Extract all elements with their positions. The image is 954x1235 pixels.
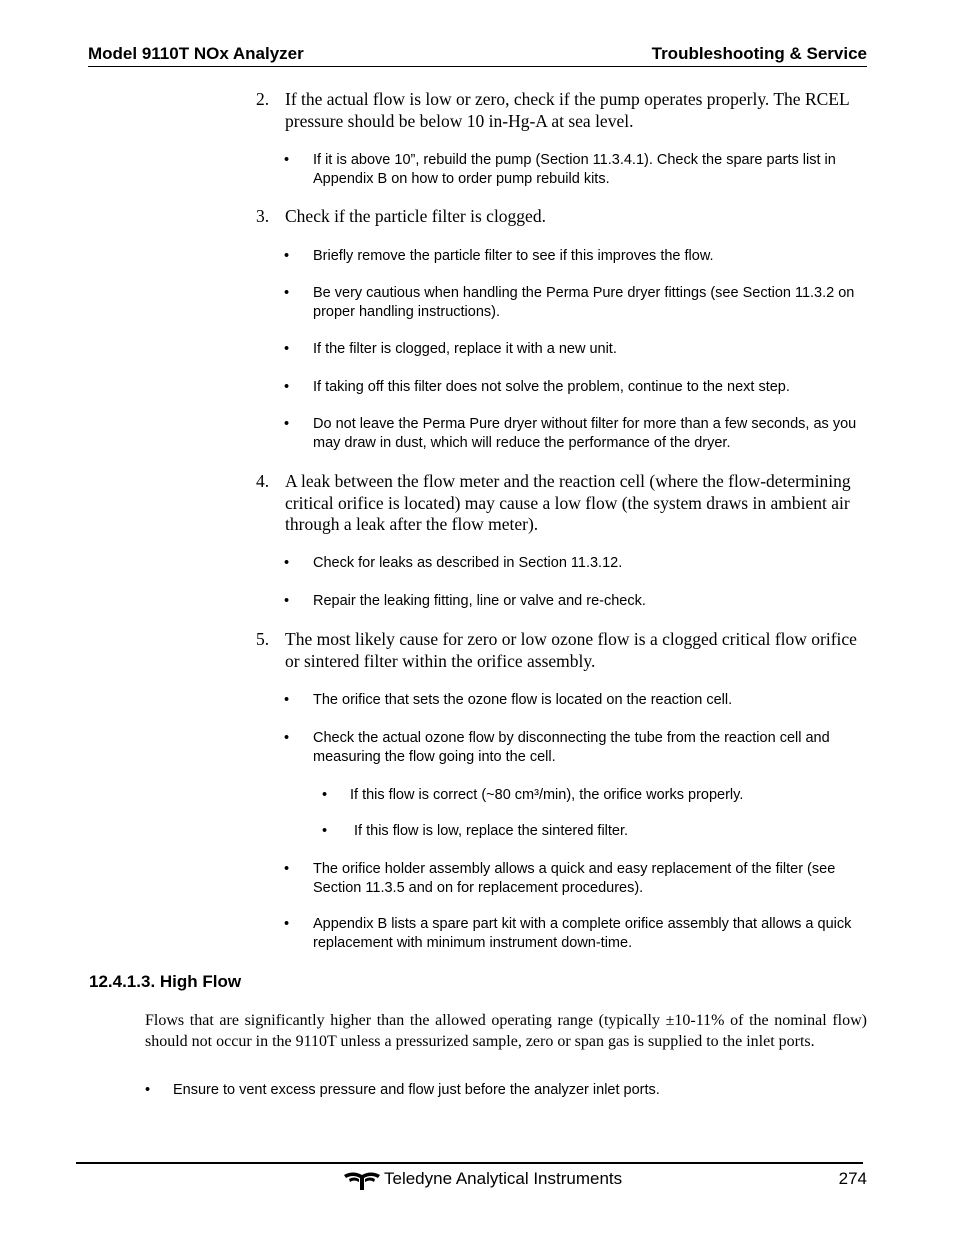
sub-bullet-text: If this flow is correct (~80 cm³/min), the orifice works properly. <box>350 787 744 803</box>
bullet-glyph: • <box>145 1082 151 1098</box>
sub-bullet-glyph: • <box>322 787 328 803</box>
bullet-text: The orifice that sets the ozone flow is located on the reaction cell. <box>313 692 733 708</box>
sub-bullet-text: If this flow is low, replace the sintered filter. <box>350 823 629 839</box>
header-model-title: Model 9110T NOx Analyzer <box>88 44 304 63</box>
bullet-text: Appendix B lists a spare part kit with a complete orifice assembly that allows a quick replacement with minimum instrument down-time. <box>313 916 852 951</box>
bullet-glyph: • <box>284 152 290 168</box>
step-text: A leak between the flow meter and the reaction cell (where the flow-determining critical orifice is located) may cause a low flow (the system draws in ambient air through a leak after the flow meter). <box>285 471 851 534</box>
section-paragraph: Flows that are significantly higher than the allowed operating range (typically ±10-11% of the nominal flow) should not occur in the 9110T unless a pressurized sample, zero or span gas is supplied to the inlet ports. <box>145 1012 867 1050</box>
bullet-glyph: • <box>284 861 290 877</box>
step-number: 2. <box>256 89 270 109</box>
bullet-glyph: • <box>284 379 290 395</box>
step-number: 5. <box>256 629 270 649</box>
bullet-glyph: • <box>284 692 290 708</box>
step-text: The most likely cause for zero or low ozone flow is a clogged critical flow orifice or sintered filter within the orifice assembly. <box>285 629 857 671</box>
bullet-text: If the filter is clogged, replace it with a new unit. <box>313 341 617 357</box>
step-text: If the actual flow is low or zero, check if the pump operates properly. The RCEL pressure should be below 10 in-Hg-A at sea level. <box>285 89 850 131</box>
bullet-text: If it is above 10”, rebuild the pump (Section 11.3.4.1). Check the spare parts list in Appendix B on how to order pump rebuild kits. <box>313 152 836 187</box>
header-chapter-title: Troubleshooting & Service <box>651 44 867 63</box>
section-heading: 12.4.1.3. High Flow <box>89 972 242 991</box>
bullet-glyph: • <box>284 341 290 357</box>
footer-company: Teledyne Analytical Instruments <box>384 1169 623 1188</box>
teledyne-logo-icon <box>344 1170 380 1190</box>
bullet-glyph: • <box>284 730 290 746</box>
bullet-glyph: • <box>284 416 290 432</box>
step-text: Check if the particle filter is clogged. <box>285 206 546 226</box>
footer-divider <box>76 1162 863 1164</box>
bullet-glyph: • <box>284 248 290 264</box>
bullet-glyph: • <box>284 916 290 932</box>
bullet-text: Check the actual ozone flow by disconnecting the tube from the reaction cell and measuring the flow going into the cell. <box>313 730 830 765</box>
sub-bullet-glyph: • <box>322 823 328 839</box>
step-number: 3. <box>256 206 270 226</box>
bullet-text: Do not leave the Perma Pure dryer without filter for more than a few seconds, as you may draw in dust, which will reduce the performance of the dryer. <box>313 416 857 451</box>
bullet-text: Check for leaks as described in Section 11.3.12. <box>313 555 623 571</box>
bullet-text: Briefly remove the particle filter to see if this improves the flow. <box>313 248 714 264</box>
bullet-text: Repair the leaking fitting, line or valve and re-check. <box>313 593 646 609</box>
bullet-glyph: • <box>284 285 290 301</box>
bullet-glyph: • <box>284 593 290 609</box>
bullet-text: The orifice holder assembly allows a quick and easy replacement of the filter (see Section 11.3.5 and on for replacement procedures). <box>313 861 836 896</box>
step-number: 4. <box>256 471 270 491</box>
header-divider <box>88 66 867 67</box>
bullet-text: If taking off this filter does not solve the problem, continue to the next step. <box>313 379 790 395</box>
bullet-text: Ensure to vent excess pressure and flow just before the analyzer inlet ports. <box>173 1082 660 1098</box>
bullet-glyph: • <box>284 555 290 571</box>
page-number: 274 <box>838 1169 867 1188</box>
bullet-text: Be very cautious when handling the Perma Pure dryer fittings (see Section 11.3.2 on proper handling instructions). <box>313 285 855 320</box>
